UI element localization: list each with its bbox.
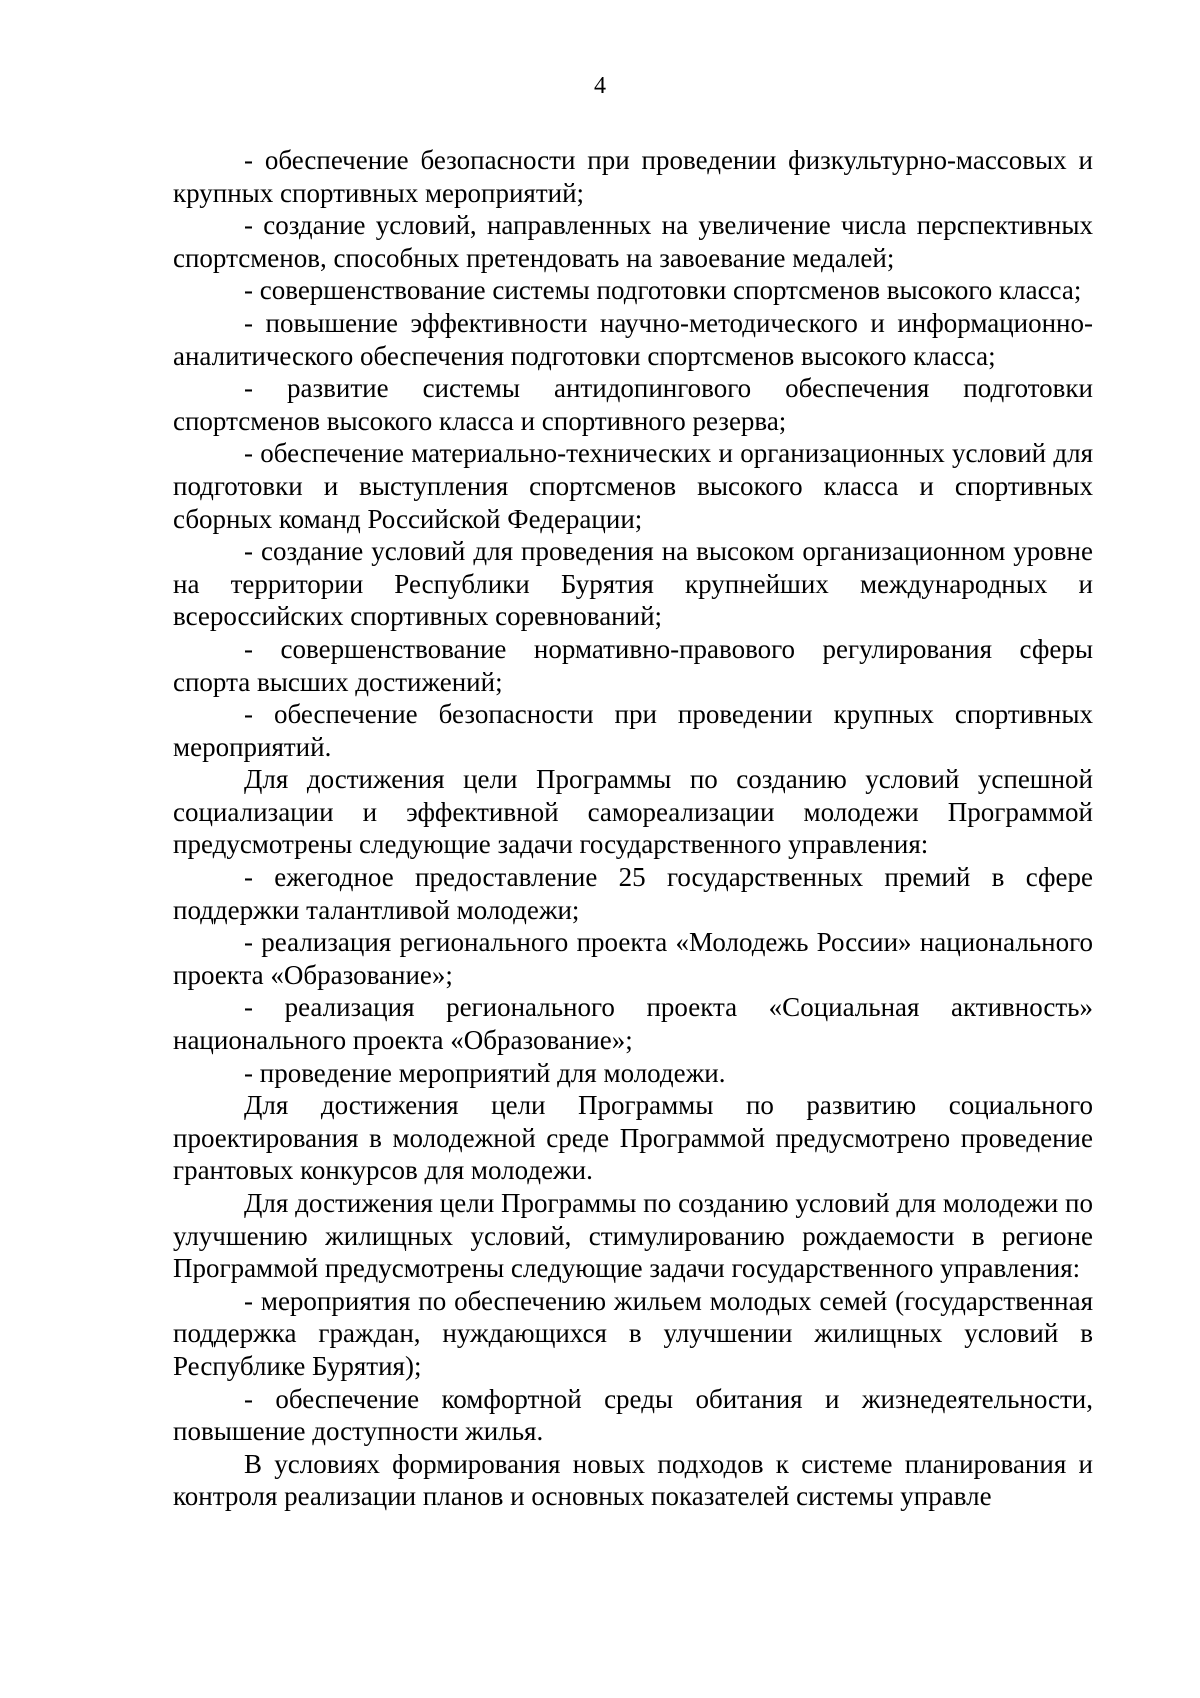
paragraph: - реализация регионального проекта «Молодежь России» национального проекта «Образование»; xyxy=(173,927,1093,990)
page-number: 4 xyxy=(594,73,606,99)
paragraph: Для достижения цели Программы по развитию социального проектирования в молодежной среде Программой предусмотрено проведение грантовых конкурсов для молодежи. xyxy=(173,1090,1093,1186)
paragraph: - совершенствование нормативно-правового регулирования сферы спорта высших достижений; xyxy=(173,633,1093,697)
body-text xyxy=(173,144,1093,1513)
paragraph: - проведение мероприятий для молодежи. xyxy=(244,1057,726,1088)
paragraph: - создание условий, направленных на увеличение числа перспективных спортсменов, способных претендовать на завоевание медалей; xyxy=(173,210,1093,273)
paragraph: Для достижения цели Программы по созданию условий для молодежи по улучшению жилищных условий, стимулированию рождаемости в регионе Программой предусмотрены следующие задачи государственного управления: xyxy=(173,1188,1093,1284)
paragraph: В условиях формирования новых подходов к системе планирования и контроля реализации планов и основных показателей системы управле xyxy=(173,1448,1093,1512)
paragraph: - создание условий для проведения на высоком организационном уровне на территории Республики Бурятия крупнейших международных и всероссийских спортивных соревнований; xyxy=(173,536,1093,632)
paragraph: Для достижения цели Программы по созданию условий успешной социализации и эффективной самореализации молодежи Программой предусмотрены следующие задачи государственного управления: xyxy=(173,764,1093,860)
paragraph: - реализация регионального проекта «Социальная активность» национального проекта «Образование»; xyxy=(173,992,1093,1056)
paragraph: - совершенствование системы подготовки спортсменов высокого класса; xyxy=(244,275,1082,306)
paragraph: - мероприятия по обеспечению жильем молодых семей (государственная поддержка граждан, нуждающихся в улучшении жилищных условий в Республике Бурятия); xyxy=(173,1285,1093,1381)
paragraph: - обеспечение безопасности при проведении крупных спортивных мероприятий. xyxy=(173,699,1093,762)
paragraph: - обеспечение комфортной среды обитания и жизнедеятельности, повышение доступности жилья. xyxy=(173,1383,1093,1447)
paragraph: - ежегодное предоставление 25 государственных премий в сфере поддержки талантливой молодежи; xyxy=(173,862,1093,925)
paragraph: - обеспечение материально-технических и организационных условий для подготовки и выступления спортсменов высокого класса и спортивных сборных команд Российской Федерации; xyxy=(173,438,1093,534)
paragraph: - повышение эффективности научно-методического и информационно-аналитического обеспечения подготовки спортсменов высокого класса; xyxy=(173,307,1093,371)
paragraph: - развитие системы антидопингового обеспечения подготовки спортсменов высокого класса и спортивного резерва; xyxy=(173,373,1093,436)
paragraph: - обеспечение безопасности при проведении физкультурно-массовых и крупных спортивных мероприятий; xyxy=(173,145,1093,208)
